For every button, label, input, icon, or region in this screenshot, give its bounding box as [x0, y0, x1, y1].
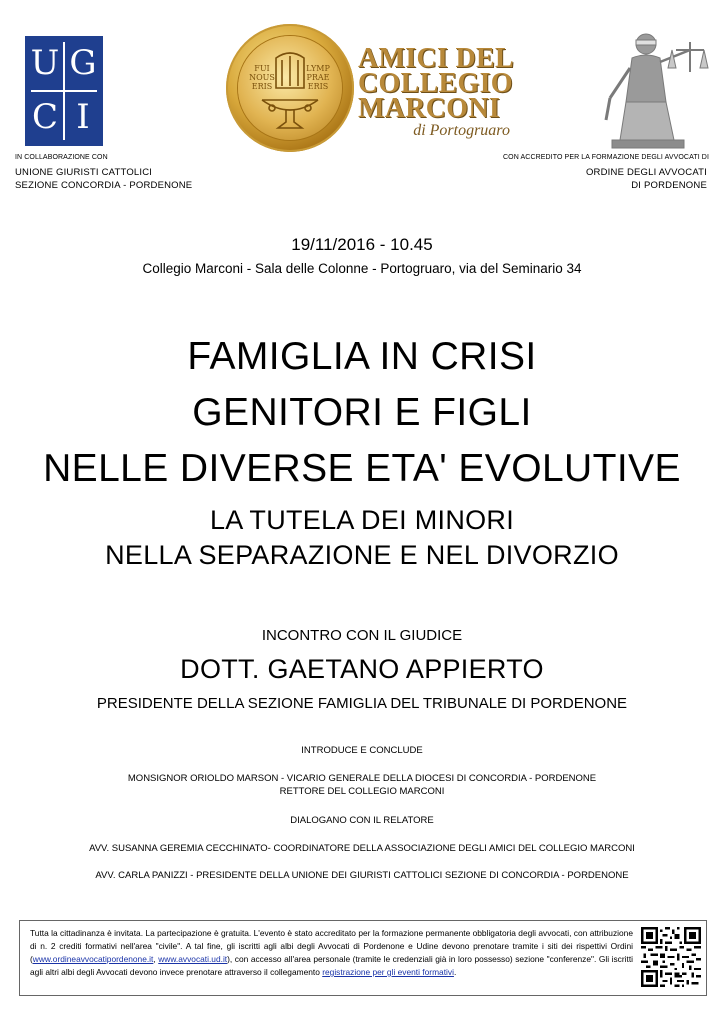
- footer-text-part-c: ), con accesso all'area personale (tramite le credenziali già in loro possesso) sezione "conferenze". Gli iscritti agli altri albi degli Avvocati devono invece prenotare attraverso il collegamento: [30, 954, 634, 977]
- right-partner-caption: CON ACCREDITO PER LA FORMAZIONE DEGLI AVVOCATI DI: [503, 154, 709, 161]
- footer-box: [19, 920, 707, 996]
- brand-line2: COLLEGIO: [358, 68, 513, 99]
- brand-line3: MARCONI: [358, 93, 501, 124]
- panelist-1: AVV. SUSANNA GEREMIA CECCHINATO- COORDINATORE DELLA ASSOCIAZIONE DEGLI AMICI DEL COLLEGIO MARCONI: [89, 843, 635, 854]
- footer-text-part-a: Tutta la cittadinanza è invitata. La partecipazione è gratuita. L'evento è stato accreditato per la formazione permanente obbligatoria degli avvocati, con attribuzione di n. 2 crediti formativi nell'area "civile". A tal fine, gli iscritti agli albi degli Avvocati di Pordenone e Udine devono prenotare tramite i siti dei rispettivi Ordini (: [30, 928, 633, 964]
- left-partner-line1: UNIONE GIURISTI CATTOLICI: [15, 167, 153, 178]
- right-partner-line2: DI PORDENONE: [631, 180, 707, 191]
- intro-label: INTRODUCE E CONCLUDE: [301, 745, 423, 756]
- footer-text: [30, 927, 633, 979]
- collegio-coin-logo: [226, 24, 354, 152]
- link-avvocati-udine[interactable]: www.avvocati.ud.it: [158, 954, 228, 964]
- coin-emblem-icon: [256, 48, 324, 134]
- left-partner-line2: SEZIONE CONCORDIA - PORDENONE: [15, 180, 193, 191]
- link-ordine-pordenone[interactable]: www.ordineavvocatipordenone.it: [32, 954, 154, 964]
- event-datetime: 19/11/2016 - 10.45: [291, 235, 433, 254]
- speaker-intro: INCONTRO CON IL GIUDICE: [261, 627, 463, 644]
- ugci-letter-c: C: [31, 97, 58, 137]
- ugci-logo: [25, 36, 103, 146]
- right-partner-line1: ORDINE DEGLI AVVOCATI: [585, 167, 707, 178]
- speaker-name: DOTT. GAETANO APPIERTO: [180, 654, 544, 684]
- ugci-letter-g: G: [69, 43, 97, 83]
- dialogue-label: DIALOGANO CON IL RELATORE: [290, 815, 434, 826]
- event-venue: Collegio Marconi - Sala delle Colonne - Portogruaro, via del Seminario 34: [142, 261, 582, 276]
- brand-wordmark: [358, 43, 514, 140]
- lady-justice-icon: [600, 28, 710, 150]
- footer-text-part-b: ,: [153, 954, 159, 964]
- ugci-letter-i: I: [76, 97, 90, 137]
- left-partner-caption: IN COLLABORAZIONE CON: [15, 154, 108, 161]
- subtitle-line2: NELLA SEPARAZIONE E NEL DIVORZIO: [105, 540, 619, 570]
- title-line3: NELLE DIVERSE ETA' EVOLUTIVE: [43, 447, 681, 490]
- speaker-role: PRESIDENTE DELLA SEZIONE FAMIGLIA DEL TRIBUNALE DI PORDENONE: [96, 695, 628, 712]
- subtitle-line1: LA TUTELA DEI MINORI: [209, 505, 515, 535]
- brand-subtitle: di Portogruaro: [413, 122, 510, 139]
- coin-motto-left: FUI NOUS ERIS: [249, 64, 275, 91]
- title-line1: FAMIGLIA IN CRISI: [187, 335, 537, 378]
- footer-text-part-d: .: [453, 967, 457, 977]
- panelist-2: AVV. CARLA PANIZZI - PRESIDENTE DELLA UNIONE DEI GIURISTI CATTOLICI SEZIONE DI CONCORDIA - PORDENONE: [95, 870, 629, 881]
- link-registrazione[interactable]: registrazione per gli eventi formativi: [322, 967, 454, 977]
- title-line2: GENITORI E FIGLI: [192, 391, 532, 434]
- brand-line1: AMICI DEL: [358, 43, 514, 74]
- intro-line1: MONSIGNOR ORIOLDO MARSON - VICARIO GENERALE DELLA DIOCESI DI CONCORDIA - PORDENONE: [127, 773, 597, 784]
- coin-motto-right: LYMP PRAE ERIS: [306, 64, 330, 91]
- intro-line2: RETTORE DEL COLLEGIO MARCONI: [279, 786, 445, 797]
- ugci-letter-u: U: [30, 43, 60, 83]
- qr-code-icon: [641, 927, 701, 987]
